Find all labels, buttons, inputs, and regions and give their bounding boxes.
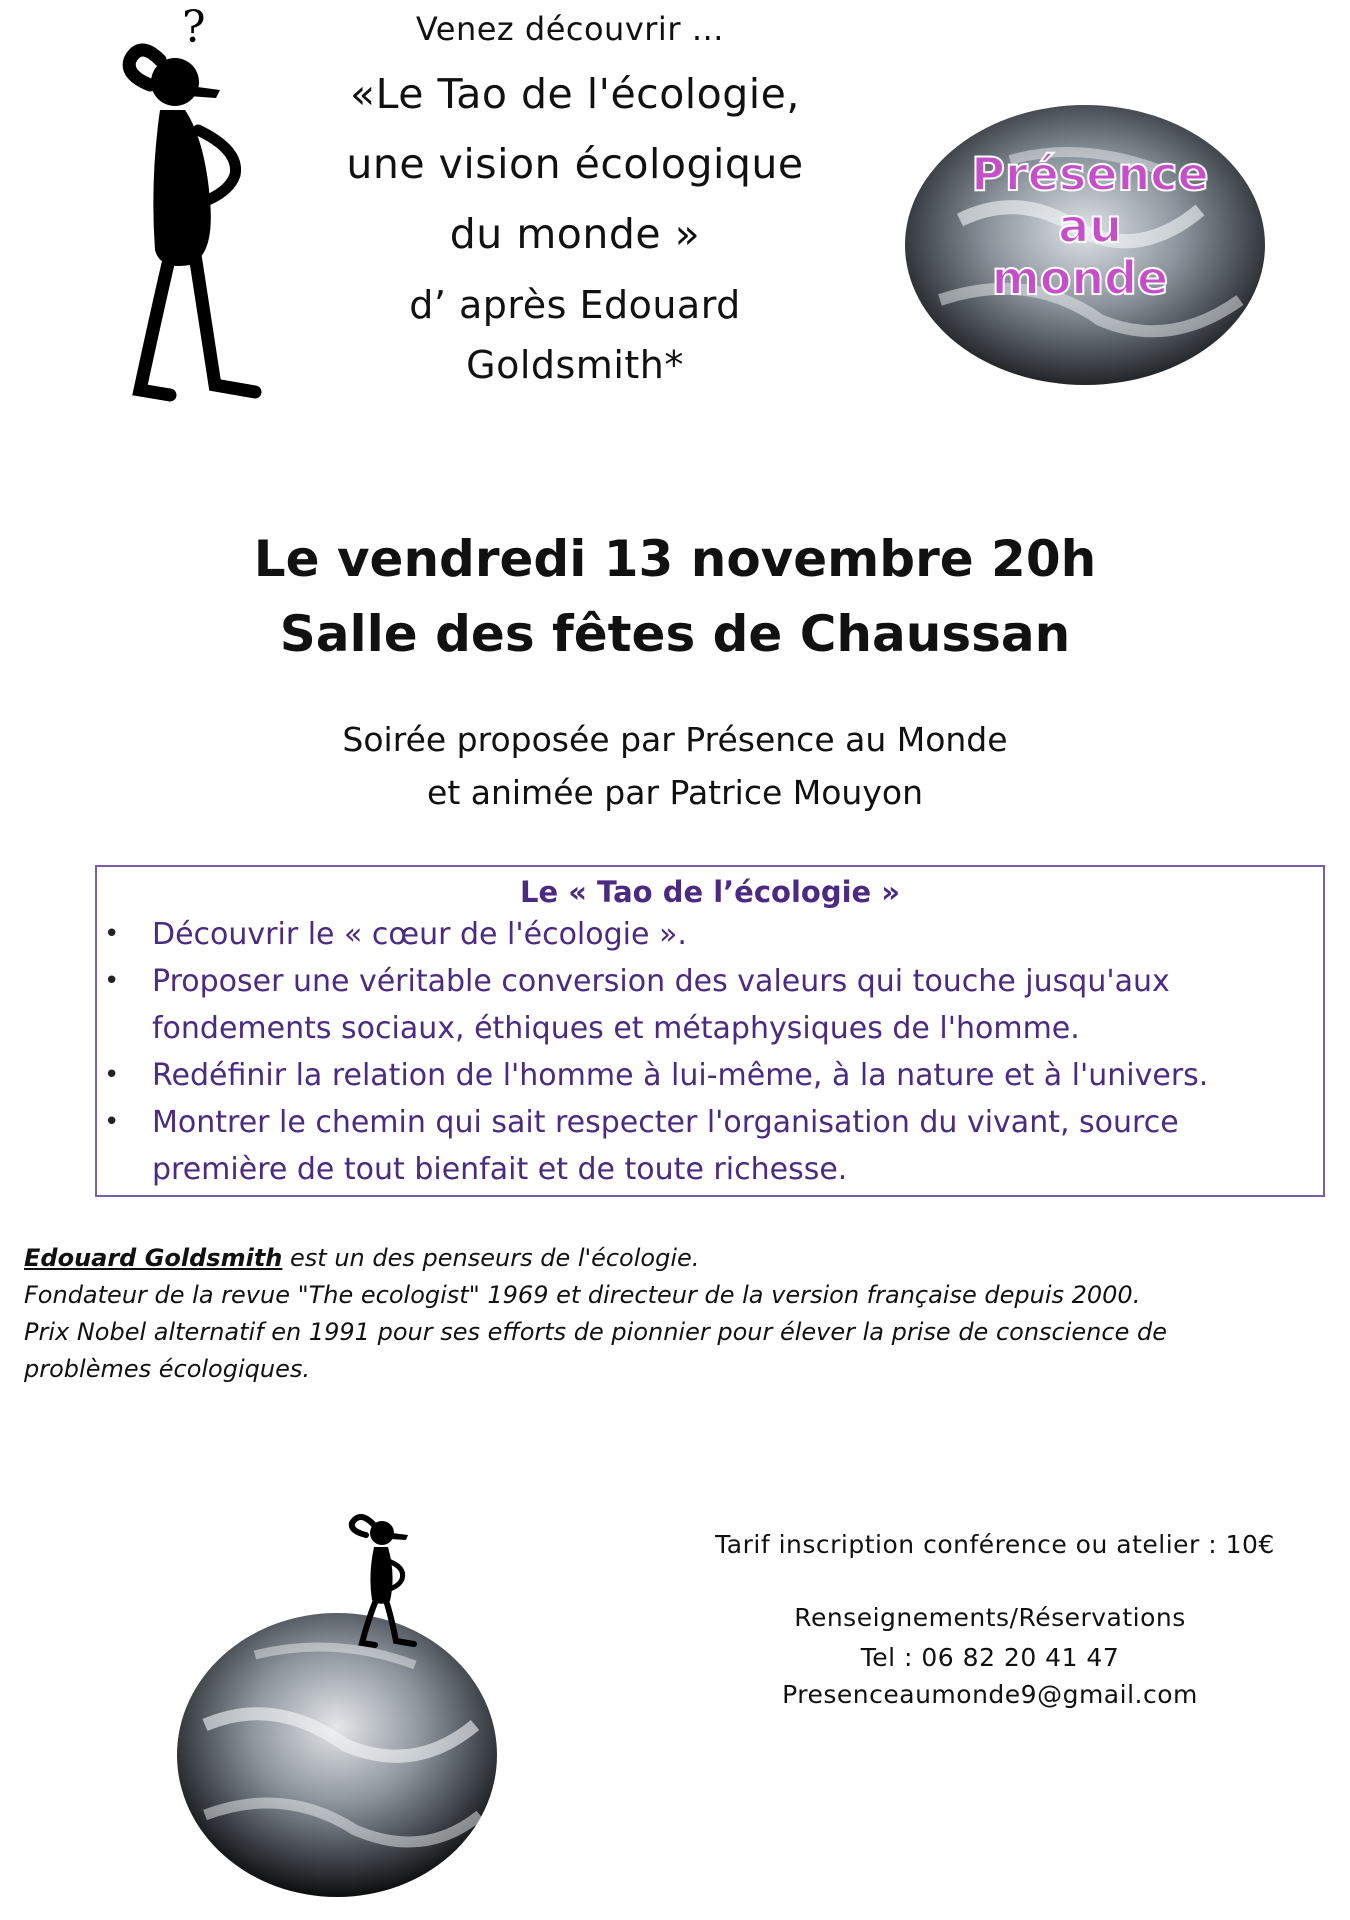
list-item bbox=[104, 1052, 1323, 1099]
list-item-text: Découvrir le « cœur de l'écologie ». bbox=[152, 917, 687, 952]
tao-list bbox=[97, 911, 1323, 1193]
thinking-stickman-illustration bbox=[120, 0, 270, 405]
bullet-icon: • bbox=[104, 966, 120, 996]
contact-title: Renseignements/Réservations bbox=[794, 1603, 1186, 1632]
title-line-1: «Le Tao de l'écologie, bbox=[350, 70, 800, 118]
logo-text-line-2: au bbox=[1058, 199, 1122, 253]
tao-box-title: Le « Tao de l’écologie » bbox=[519, 875, 901, 909]
author-line-1: d’ après Edouard bbox=[409, 283, 741, 327]
tao-box bbox=[95, 865, 1325, 1197]
bullet-icon: • bbox=[104, 919, 120, 949]
list-item bbox=[104, 1099, 1323, 1193]
list-item-text: Montrer le chemin qui sait respecter l'organisation du vivant, source bbox=[152, 1105, 1179, 1140]
title-line-2: une vision écologique bbox=[346, 140, 804, 188]
bio-author-name: Edouard Goldsmith bbox=[24, 1244, 283, 1272]
contact-email[interactable]: Presenceaumonde9@gmail.com bbox=[782, 1680, 1198, 1709]
list-item-text: Proposer une véritable conversion des valeurs qui touche jusqu'aux bbox=[152, 964, 1170, 999]
bio-line-4: problèmes écologiques. bbox=[24, 1355, 310, 1383]
author-bio bbox=[24, 1240, 1324, 1388]
tarif-text: Tarif inscription conférence ou atelier : 10€ bbox=[715, 1530, 1275, 1559]
author-line-2: Goldsmith* bbox=[466, 343, 684, 387]
bullet-icon: • bbox=[104, 1107, 120, 1137]
logo-text-line-3: monde bbox=[991, 251, 1169, 305]
event-venue: Salle des fêtes de Chaussan bbox=[279, 605, 1071, 663]
event-organizer: Soirée proposée par Présence au Monde bbox=[342, 720, 1008, 759]
intro-text: Venez découvrir … bbox=[415, 10, 725, 48]
presence-au-monde-globe-logo bbox=[900, 100, 1270, 390]
logo-text-line-1: Présence bbox=[971, 147, 1209, 201]
small-stickman-illustration bbox=[330, 1505, 455, 1650]
bullet-icon: • bbox=[104, 1060, 120, 1090]
event-host: et animée par Patrice Mouyon bbox=[427, 773, 923, 812]
bio-line-1 bbox=[24, 1240, 1324, 1277]
contact-phone: Tel : 06 82 20 41 47 bbox=[860, 1643, 1120, 1672]
bio-line-1-rest: est un des penseurs de l'écologie. bbox=[282, 1244, 700, 1272]
question-mark-icon: ? bbox=[182, 2, 206, 53]
list-item-text: première de tout bienfait et de toute richesse. bbox=[152, 1152, 848, 1187]
list-item-text: fondements sociaux, éthiques et métaphysiques de l'homme. bbox=[152, 1011, 1080, 1046]
bio-line-3: Prix Nobel alternatif en 1991 pour ses efforts de pionnier pour élever la prise de conscience de bbox=[24, 1318, 1167, 1346]
bio-line-2: Fondateur de la revue "The ecologist" 1969 et directeur de la version française depuis 2000. bbox=[24, 1281, 1141, 1309]
event-date: Le vendredi 13 novembre 20h bbox=[253, 530, 1097, 588]
list-item-text: Redéfinir la relation de l'homme à lui-même, à la nature et à l'univers. bbox=[152, 1058, 1209, 1093]
list-item bbox=[104, 958, 1323, 1052]
title-line-3: du monde » bbox=[449, 210, 701, 258]
list-item bbox=[104, 911, 1323, 958]
